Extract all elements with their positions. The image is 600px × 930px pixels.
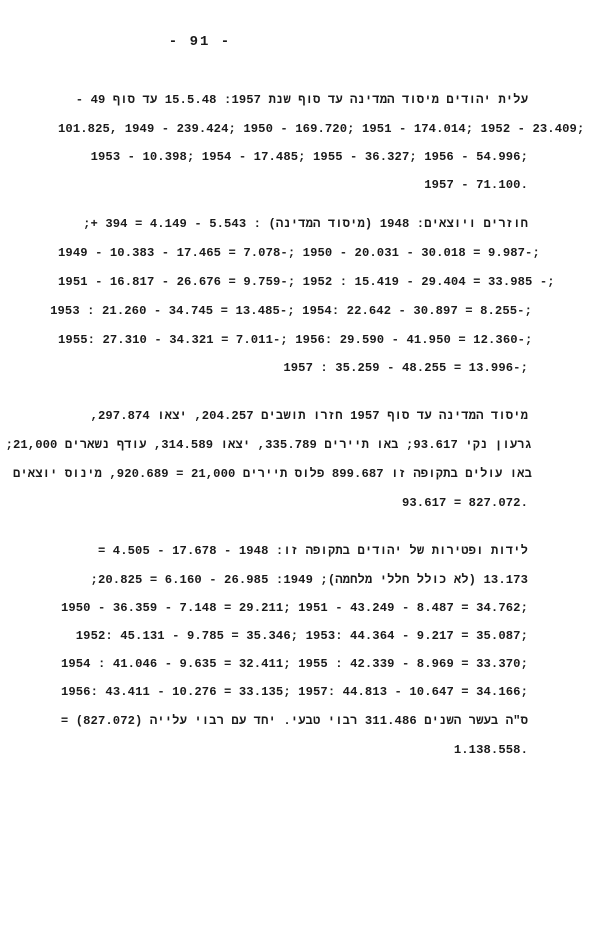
paragraph-1-line-3: 1953 - 10.398; 1954 - 17.485; 1955 - 36.327; 1956 - 54.996;	[90, 150, 528, 164]
page-number: - 91 -	[168, 34, 232, 50]
paragraph-4-line-6: 1956: 43.411 - 10.276 = 33.135; 1957: 44.813 - 10.647 = 34.166;	[60, 685, 528, 699]
paragraph-2-line-1: חוזרים ויוצאים: 1948 (מיסוד המדינה) : 5.543 - 4.149 = 394 +;	[83, 217, 528, 231]
paragraph-2-line-5: 1955: 27.310 - 34.321 = 7.011-; 1956: 29.590 - 41.950 = 12.360-;	[58, 333, 533, 347]
paragraph-4-line-7: ס"ה בעשר השנים 311.486 רבוי טבעי. יחד עם רבוי עלייה (827.072) =	[60, 714, 528, 728]
paragraph-4-line-3: 1950 - 36.359 - 7.148 = 29.211; 1951 - 43.249 - 8.487 = 34.762;	[60, 601, 528, 615]
paragraph-2-line-2: 1949 - 10.383 - 17.465 = 7.078-; 1950 - 20.031 - 30.018 = 9.987-;	[58, 246, 540, 260]
paragraph-4-line-8: 1.138.558.	[453, 743, 528, 757]
paragraph-3-line-4: 93.617 = 827.072.	[401, 496, 528, 510]
paragraph-1-line-4: 1957 - 71.100.	[424, 178, 528, 192]
paragraph-4-line-1: לידות ופטירות של יהודים בתקופה זו: 1948 - 17.678 - 4.505 =	[97, 544, 528, 558]
paragraph-4-line-2: 13.173 (לא כולל חללי מלחמה); 1949: 26.985 - 6.160 = 20.825;	[90, 573, 528, 587]
paragraph-3-line-2: גרעון נקי 93.617; באו תיירים 335.789, יצאו 314.589, עודף נשארים 21,000;	[5, 438, 532, 452]
paragraph-1-line-2: 101.825, 1949 - 239.424; 1950 - 169.720; 1951 - 174.014; 1952 - 23.409;	[58, 122, 585, 136]
paragraph-3-line-1: מיסוד המדינה עד סוף 1957 חזרו תושבים 204.257, יצאו 297.874,	[90, 409, 528, 423]
paragraph-1-line-1: עלית יהודים מיסוד המדינה עד סוף שנת 1957: 15.5.48 עד סוף 49 -	[75, 93, 528, 107]
paragraph-3-line-3: באו עולים בתקופה זו 899.687 פלוס תיירים 21,000 = 920.689, מינוס יוצאים	[12, 467, 532, 481]
paragraph-2-line-4: 1953 : 21.260 - 34.745 = 13.485-; 1954: 22.642 - 30.897 = 8.255-;	[50, 304, 532, 318]
paragraph-4-line-5: 1954 : 41.046 - 9.635 = 32.411; 1955 : 42.339 - 8.969 = 33.370;	[60, 657, 528, 671]
paragraph-2-line-6: 1957 : 35.259 - 48.255 = 13.996-;	[283, 361, 528, 375]
paragraph-4-line-4: 1952: 45.131 - 9.785 = 35.346; 1953: 44.364 - 9.217 = 35.087;	[75, 629, 528, 643]
paragraph-2-line-3: 1951 - 16.817 - 26.676 = 9.759-; 1952 : 15.419 - 29.404 = 33.985 -;	[58, 275, 555, 289]
